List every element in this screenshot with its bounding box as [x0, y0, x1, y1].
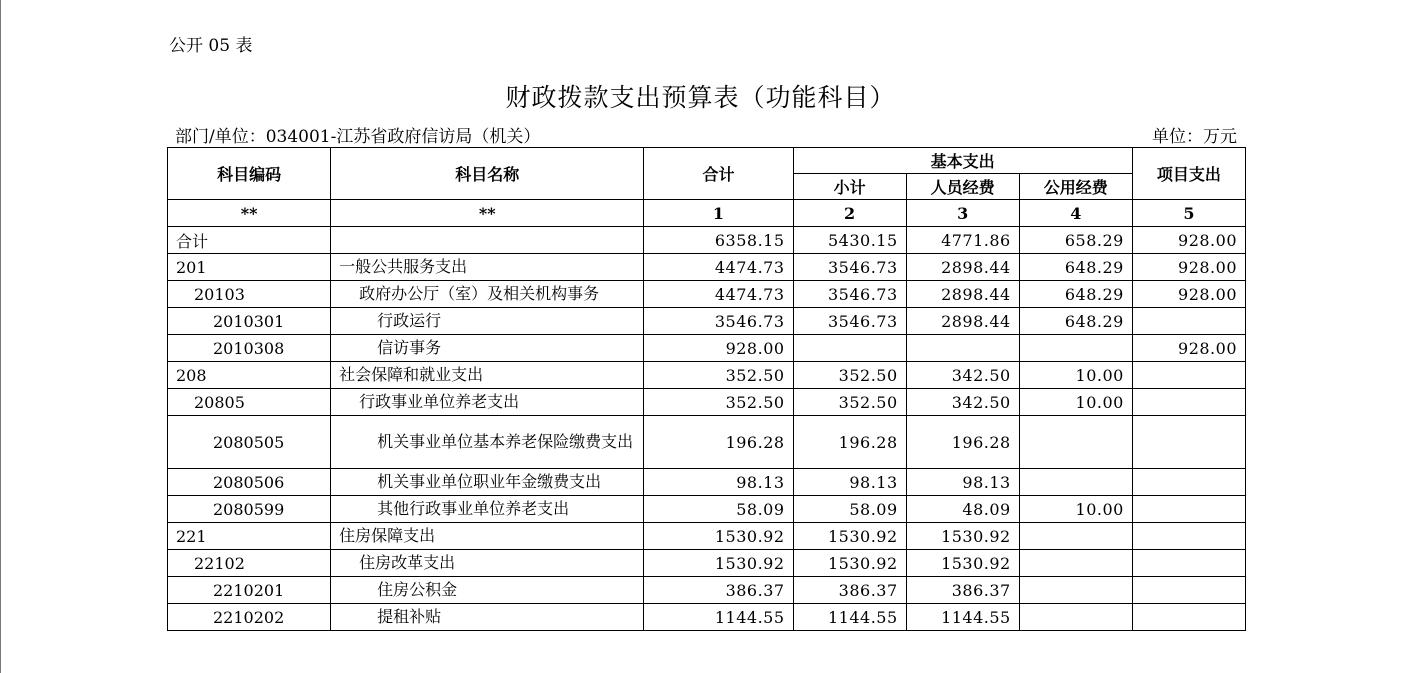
department-label: 部门/单位：034001-江苏省政府信访局（机关） [175, 127, 541, 147]
header-project: 项目支出 [1132, 148, 1245, 200]
index-cell: 4 [1019, 200, 1132, 227]
row-name [331, 227, 644, 254]
row-personnel: 2898.44 [906, 281, 1019, 308]
header-total: 合计 [644, 148, 793, 200]
table-row [168, 389, 1246, 416]
row-project: 928.00 [1132, 227, 1245, 254]
row-code: 2010301 [168, 308, 331, 335]
row-project [1132, 389, 1245, 416]
index-row [168, 200, 1246, 227]
row-project [1132, 469, 1245, 496]
row-subtotal: 1144.55 [793, 604, 906, 631]
row-personnel: 1530.92 [906, 550, 1019, 577]
index-cell: 3 [906, 200, 1019, 227]
header-public: 公用经费 [1019, 174, 1132, 200]
row-project [1132, 496, 1245, 523]
row-personnel: 98.13 [906, 469, 1019, 496]
row-public: 648.29 [1019, 254, 1132, 281]
row-subtotal: 3546.73 [793, 308, 906, 335]
row-public [1019, 416, 1132, 469]
row-project [1132, 577, 1245, 604]
table-row [168, 335, 1246, 362]
table-row [168, 469, 1246, 496]
page-title: 财政拨款支出预算表（功能科目） [505, 83, 896, 112]
table-row [168, 281, 1246, 308]
row-total: 352.50 [644, 389, 793, 416]
row-name: 社会保障和就业支出 [331, 362, 644, 389]
row-public [1019, 469, 1132, 496]
index-cell: ** [168, 200, 331, 227]
table-row [168, 308, 1246, 335]
row-subtotal: 196.28 [793, 416, 906, 469]
row-name: 住房公积金 [331, 577, 644, 604]
row-code: 2080506 [168, 469, 331, 496]
index-cell: 5 [1132, 200, 1245, 227]
row-public [1019, 577, 1132, 604]
row-total: 928.00 [644, 335, 793, 362]
row-subtotal [793, 335, 906, 362]
table-row [168, 550, 1246, 577]
row-project [1132, 362, 1245, 389]
row-subtotal: 58.09 [793, 496, 906, 523]
row-total: 386.37 [644, 577, 793, 604]
row-project [1132, 416, 1245, 469]
index-cell: 2 [793, 200, 906, 227]
index-cell: 1 [644, 200, 793, 227]
row-code: 22102 [168, 550, 331, 577]
row-code: 201 [168, 254, 331, 281]
row-project [1132, 523, 1245, 550]
row-public: 10.00 [1019, 362, 1132, 389]
row-total: 58.09 [644, 496, 793, 523]
row-project: 928.00 [1132, 335, 1245, 362]
row-total: 4474.73 [644, 281, 793, 308]
row-personnel: 386.37 [906, 577, 1019, 604]
table-row [168, 604, 1246, 631]
row-total: 3546.73 [644, 308, 793, 335]
row-project: 928.00 [1132, 281, 1245, 308]
row-code: 208 [168, 362, 331, 389]
budget-table [167, 147, 1246, 631]
row-personnel: 2898.44 [906, 254, 1019, 281]
row-personnel [906, 335, 1019, 362]
row-personnel: 48.09 [906, 496, 1019, 523]
row-public: 10.00 [1019, 496, 1132, 523]
row-code: 2210202 [168, 604, 331, 631]
row-personnel: 342.50 [906, 389, 1019, 416]
row-public [1019, 523, 1132, 550]
row-personnel: 1144.55 [906, 604, 1019, 631]
row-total: 98.13 [644, 469, 793, 496]
row-code: 221 [168, 523, 331, 550]
header-personnel: 人员经费 [906, 174, 1019, 200]
header-basic: 基本支出 [793, 148, 1132, 174]
row-total: 1530.92 [644, 550, 793, 577]
row-name: 提租补贴 [331, 604, 644, 631]
row-total: 352.50 [644, 362, 793, 389]
table-row [168, 416, 1246, 469]
row-public: 648.29 [1019, 281, 1132, 308]
row-name: 住房保障支出 [331, 523, 644, 550]
header-subtotal: 小计 [793, 174, 906, 200]
row-subtotal: 386.37 [793, 577, 906, 604]
row-personnel: 2898.44 [906, 308, 1019, 335]
table-row [168, 362, 1246, 389]
row-name: 机关事业单位基本养老保险缴费支出 [331, 416, 644, 469]
row-code: 2010308 [168, 335, 331, 362]
row-public [1019, 550, 1132, 577]
row-public [1019, 604, 1132, 631]
row-subtotal: 3546.73 [793, 281, 906, 308]
row-total: 4474.73 [644, 254, 793, 281]
row-personnel: 342.50 [906, 362, 1019, 389]
header-name: 科目名称 [331, 148, 644, 200]
row-personnel: 4771.86 [906, 227, 1019, 254]
row-public: 658.29 [1019, 227, 1132, 254]
row-code: 合计 [168, 227, 331, 254]
row-code: 2080505 [168, 416, 331, 469]
row-subtotal: 3546.73 [793, 254, 906, 281]
form-number: 公开 05 表 [169, 36, 253, 56]
row-name: 住房改革支出 [331, 550, 644, 577]
row-name: 机关事业单位职业年金缴费支出 [331, 469, 644, 496]
row-project [1132, 604, 1245, 631]
row-public [1019, 335, 1132, 362]
row-project: 928.00 [1132, 254, 1245, 281]
row-project [1132, 550, 1245, 577]
row-name: 一般公共服务支出 [331, 254, 644, 281]
row-name: 信访事务 [331, 335, 644, 362]
row-public: 648.29 [1019, 308, 1132, 335]
row-subtotal: 352.50 [793, 389, 906, 416]
table-row [168, 523, 1246, 550]
row-name: 其他行政事业单位养老支出 [331, 496, 644, 523]
row-code: 20805 [168, 389, 331, 416]
row-personnel: 196.28 [906, 416, 1019, 469]
row-total: 1530.92 [644, 523, 793, 550]
row-subtotal: 5430.15 [793, 227, 906, 254]
row-personnel: 1530.92 [906, 523, 1019, 550]
row-name: 行政运行 [331, 308, 644, 335]
row-subtotal: 1530.92 [793, 523, 906, 550]
table-row [168, 227, 1246, 254]
row-subtotal: 98.13 [793, 469, 906, 496]
table-row [168, 254, 1246, 281]
row-total: 1144.55 [644, 604, 793, 631]
row-code: 2210201 [168, 577, 331, 604]
row-name: 政府办公厅（室）及相关机构事务 [331, 281, 644, 308]
row-subtotal: 352.50 [793, 362, 906, 389]
row-code: 20103 [168, 281, 331, 308]
row-public: 10.00 [1019, 389, 1132, 416]
row-subtotal: 1530.92 [793, 550, 906, 577]
index-cell: ** [331, 200, 644, 227]
row-project [1132, 308, 1245, 335]
row-total: 6358.15 [644, 227, 793, 254]
row-name: 行政事业单位养老支出 [331, 389, 644, 416]
row-code: 2080599 [168, 496, 331, 523]
unit-label: 单位：万元 [1152, 127, 1237, 147]
header-code: 科目编码 [168, 148, 331, 200]
table-row [168, 496, 1246, 523]
row-total: 196.28 [644, 416, 793, 469]
table-row [168, 577, 1246, 604]
